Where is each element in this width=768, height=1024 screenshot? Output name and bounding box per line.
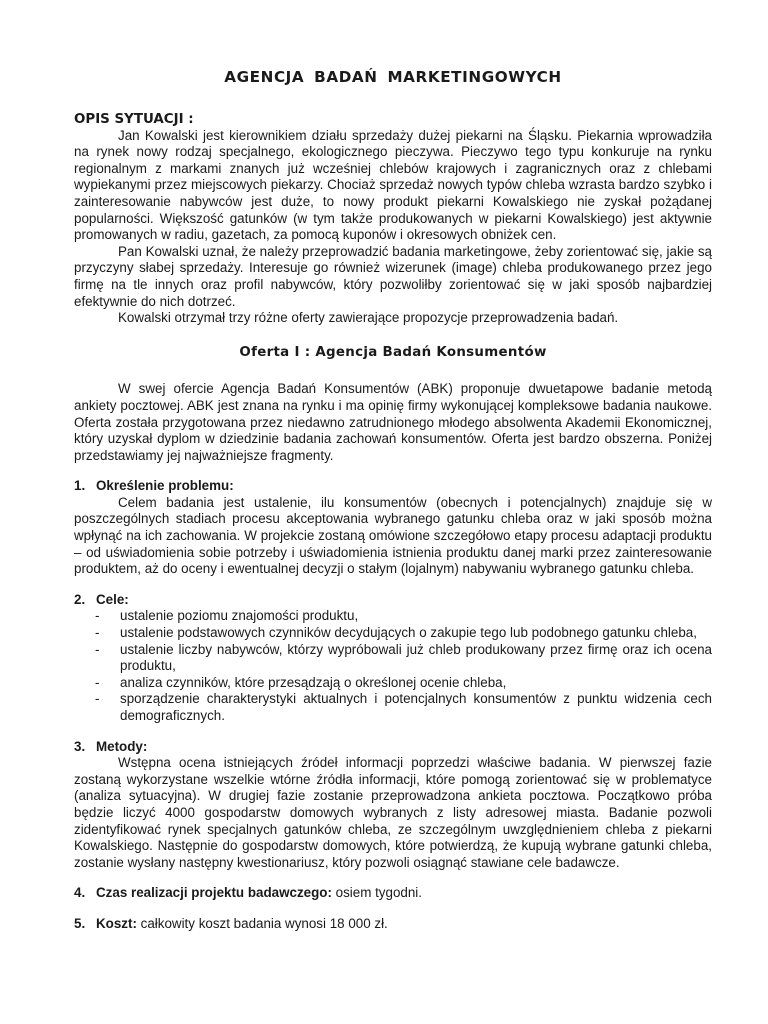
section-3-title: Metody:: [96, 738, 148, 754]
section-1-title: Określenie problemu:: [96, 478, 234, 494]
section-5-number: 5.: [74, 915, 86, 931]
offer-heading: Oferta I : Agencja Badań Konsumentów: [239, 344, 547, 360]
section-3-text: Wstępna ocena istniejących źródeł informacji poprzedzi właściwe badania. W pierwszej fazie zostaną wykorzystane wszelkie wtórne źródła informacji, które pomogą zorientować się w problematyce (analiza sytuacyjna). W drugiej fazie zostanie przeprowadzona ankieta pocztowa. Początkowo próba będzie liczyć 4000 gospodarstw domowych wybranych z listy adresowej miasta. Badanie pozwoli zidentyfikować rynek specjalnych gatunków chleba, ze szczególnym uwzględnieniem chleba z piekarni Kowalskiego. Następnie do gospodarstw domowych, które potwierdzą, że kupują wybrane gatunki chleba, zostanie wysłany następny kwestionariusz, który pozwoli osiągnąć stawiane cele badawcze.: [74, 755, 712, 870]
section-1-heading: [74, 478, 712, 495]
situation-paragraph-3: Kowalski otrzymał trzy różne oferty zawierające propozycje przeprowadzenia badań.: [118, 310, 619, 326]
document-title: AGENCJA BADAŃ MARKETINGOWYCH: [224, 68, 562, 86]
section-2-title: Cele:: [96, 591, 129, 607]
situation-heading: OPIS SYTUACJI :: [74, 111, 194, 127]
situation-paragraph-1: Jan Kowalski jest kierownikiem działu sprzedaży dużej piekarni na Śląsku. Piekarnia wprowadziła na rynek nowy rodzaj specjalnego, ekologicznego pieczywa. Pieczywo tego typu konkuruje na rynku regionalnym z markami znanych już wcześniej chlebów krajowych i zagranicznych oraz z chlebami wypiekanymi przez miejscowych piekarzy. Chociaż sprzedaż nowych typów chleba wzrasta bardzo szybko i zainteresowanie nabywców jest duże, to nowy produkt piekarni Kowalskiego nie zyskał pożądanej popularności. Większość gatunków (w tym także produkowanych w piekarni Kowalskiego) jest aktywnie promowanych w radiu, gazetach, za pomocą kuponów i okresowych obniżek cen.: [74, 127, 712, 243]
section-5: [74, 916, 712, 933]
goal-item: - ustalenie poziomu znajomości produktu,: [74, 608, 712, 625]
goal-item: - analiza czynników, które przesądzają o określonej ocenie chleba,: [74, 675, 712, 692]
section-4-title: Czas realizacji projektu badawczego:: [96, 885, 332, 901]
section-2-number: 2.: [74, 591, 86, 607]
section-1-number: 1.: [74, 478, 86, 494]
section-2-heading: [74, 592, 712, 609]
offer-intro: W swej ofercie Agencja Badań Konsumentów (ABK) proponuje dwuetapowe badanie metodą ankiety pocztowej. ABK jest znana na rynku i ma opinię firmy wykonującej kompleksowe badania naukowe. Oferta została przygotowana przez niedawno zatrudnionego młodego absolwenta Akademii Ekonomicznej, który uzyskał dyplom w dziedzinie badania zachowań konsumentów. Oferta jest bardzo obszerna. Poniżej przedstawiamy jej najważniejsze fragmenty.: [74, 381, 712, 463]
section-4-number: 4.: [74, 885, 86, 901]
goal-item: - ustalenie liczby nabywców, którzy wypróbowali już chleb produkowany przez firmę oraz ich ocena produktu,: [74, 642, 712, 675]
section-4-value: osiem tygodni.: [335, 885, 422, 901]
goal-item: - ustalenie podstawowych czynników decydujących o zakupie tego lub podobnego gatunku chleba,: [74, 625, 712, 642]
section-3-number: 3.: [74, 738, 86, 754]
situation-paragraph-2: Pan Kowalski uznał, że należy przeprowadzić badania marketingowe, żeby zorientować się, jakie są przyczyny słabej sprzedaży. Interesuje go również wizerunek (image) chleba produkowanego przez jego firmę na tle innych oraz profil nabywców, który pozwoliłby zorientować się w jaki sposób najbardziej efektywnie do nich dotrzeć.: [74, 243, 712, 309]
goals-list: [74, 608, 712, 724]
goal-item: - sporządzenie charakterystyki aktualnych i potencjalnych konsumentów z punktu widzenia cech demograficznych.: [74, 691, 712, 724]
section-3-heading: [74, 739, 712, 756]
section-5-value: całkowity koszt badania wynosi 18 000 zł.: [140, 915, 388, 931]
section-1-text: Celem badania jest ustalenie, ilu konsumentów (obecnych i potencjalnych) znajduje się w poszczególnych stadiach procesu akceptowania wybranego gatunku chleba oraz w jaki sposób można wpłynąć na ich zachowania. W projekcie zostaną omówione szczegółowo etapy procesu adaptacji produktu – od uświadomienia sobie potrzeby i uświadomienia istnienia produktu danej marki przez zainteresowanie produktem, aż do oceny i ewentualnej decyzji o stałym (lojalnym) nabywaniu wybranego gatunku chleba.: [74, 494, 712, 577]
section-4: [74, 885, 712, 902]
section-5-title: Koszt:: [96, 915, 137, 931]
